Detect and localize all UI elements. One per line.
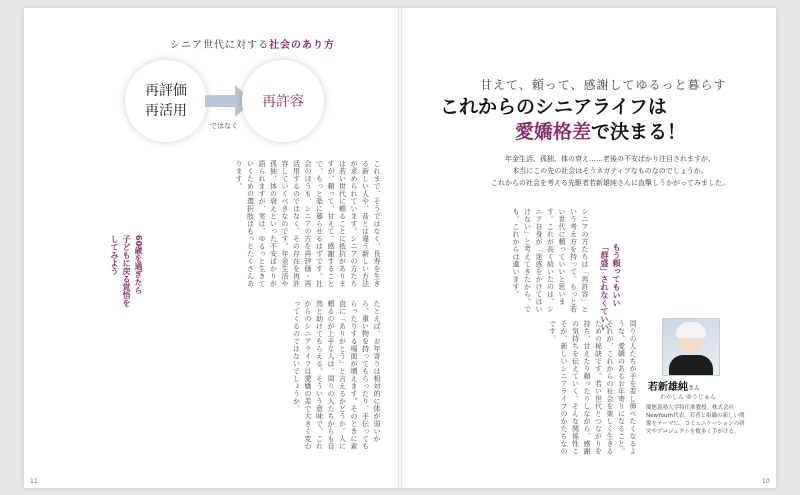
concept-right: 再許容 [262,94,304,110]
body-left-lower: たとえば、お年寄りは相対的に体が弱いから、重い物を持ってもらったり、手伝ってもらったりする場面が増えます。そのときに素直に「ありがとう」と言えるかどうか。人に頼るのが上手な人は、周りの人たちからも自然と助けてもらえる。そういう意味で、これからのシニアライフは愛嬌の差で大きく変わってくるのではないでしょうか。 [292,300,381,450]
headline-rest: で決まる！ [591,121,687,143]
lead-line: 本当にこの先の社会はそうネガティブなものなのでしょうか。 [512,167,708,175]
profile-honorific: さん [688,385,701,392]
callout-line: もう頼ってもいい [612,243,621,307]
headline-line1: これからのシニアライフは [440,96,667,118]
profile-photo [662,318,720,376]
tagline-highlight: 社会のあり方 [269,40,335,51]
tagline-prefix: シニア世代に対する [170,40,269,51]
concept-circle-right [242,60,324,142]
headline-line2 [515,117,686,144]
page-number-left: 11 [30,478,38,485]
profile-kana: わかしん ゆうじゅん [660,394,716,401]
section-tagline [170,36,335,51]
callout-line: してみよう [110,235,119,275]
profile-bio: 慶應義塾大学特任准教授。株式会社NewYouth代表。若者と組織の新しい関係をテーマに、コミュニケーションの研究やプロジェクトを数多く手がける。 [646,405,745,435]
concept-connector: ではなく [210,122,238,130]
profile-name-text: 若新雄純 [648,382,688,393]
body-right-lower: 周りの人たちが手を差し伸べたくなるような、愛嬌のあるお年寄りになること。それが、これからの社会を楽しく生きるための秘訣です。若い世代とつながりを持ち、甘えたり頼ったりしながら、感謝の気持ちを伝えていく。そんな関係性こそが、新しいシニアライフのかたちなのです。 [548,320,637,455]
callout-right [598,243,622,331]
callout-line: 60歳を過ぎたら [134,235,143,295]
callout-left [108,235,144,307]
concept-left-line1: 再評価 [145,83,187,99]
callout-line: 子どもに戻る覚悟を [122,235,131,307]
concept-left-line2: 再活用 [145,103,187,119]
lead-paragraph [460,153,760,189]
headline-sub: 甘えて、頼って、感謝してゆるっと暮らす [480,78,727,92]
profile-name [648,378,700,393]
headline-accent: 愛嬌格差 [515,121,592,143]
callout-line: 「群盛」されなくていい [600,243,609,331]
body-right-upper: シニアの方たちは「再許容」という考え方を持って、もっと若い世代に頼っていいと思います。これが長く続いたのは、シニア自身が「迷惑をかけてはいけない」と考えてきたから。でも、これからは違います。 [512,208,589,313]
lead-line: これからの社会を考える先駆者若新雄純さんに直撃しうかがってみました。 [491,179,729,187]
concept-circle-left [125,60,207,142]
page-number-right: 10 [762,478,770,485]
body-left-upper: これまで、そうではなく、長寿を生きる新しい人や、昔とは違う新しい方法が求められています。シニアの方たちは若い世代に頼ることに抵抗がありますが、頼って、甘えて、感謝することで、もっと楽に暮らせるはずです。社会のほうも、シニアの方を再評価・再活用するのではなく、その存在を再許容していくべきなのです。年金生活や孤独、体の衰えといった不安ばかりが語られますが、実は、ゆるっと生きていくための選択肢はもっとたくさんあります。 [235,160,381,288]
lead-line: 年金生活、孤独、体の衰え……老後の不安ばかり注目されますが、 [505,155,715,163]
page-gutter [398,8,402,488]
